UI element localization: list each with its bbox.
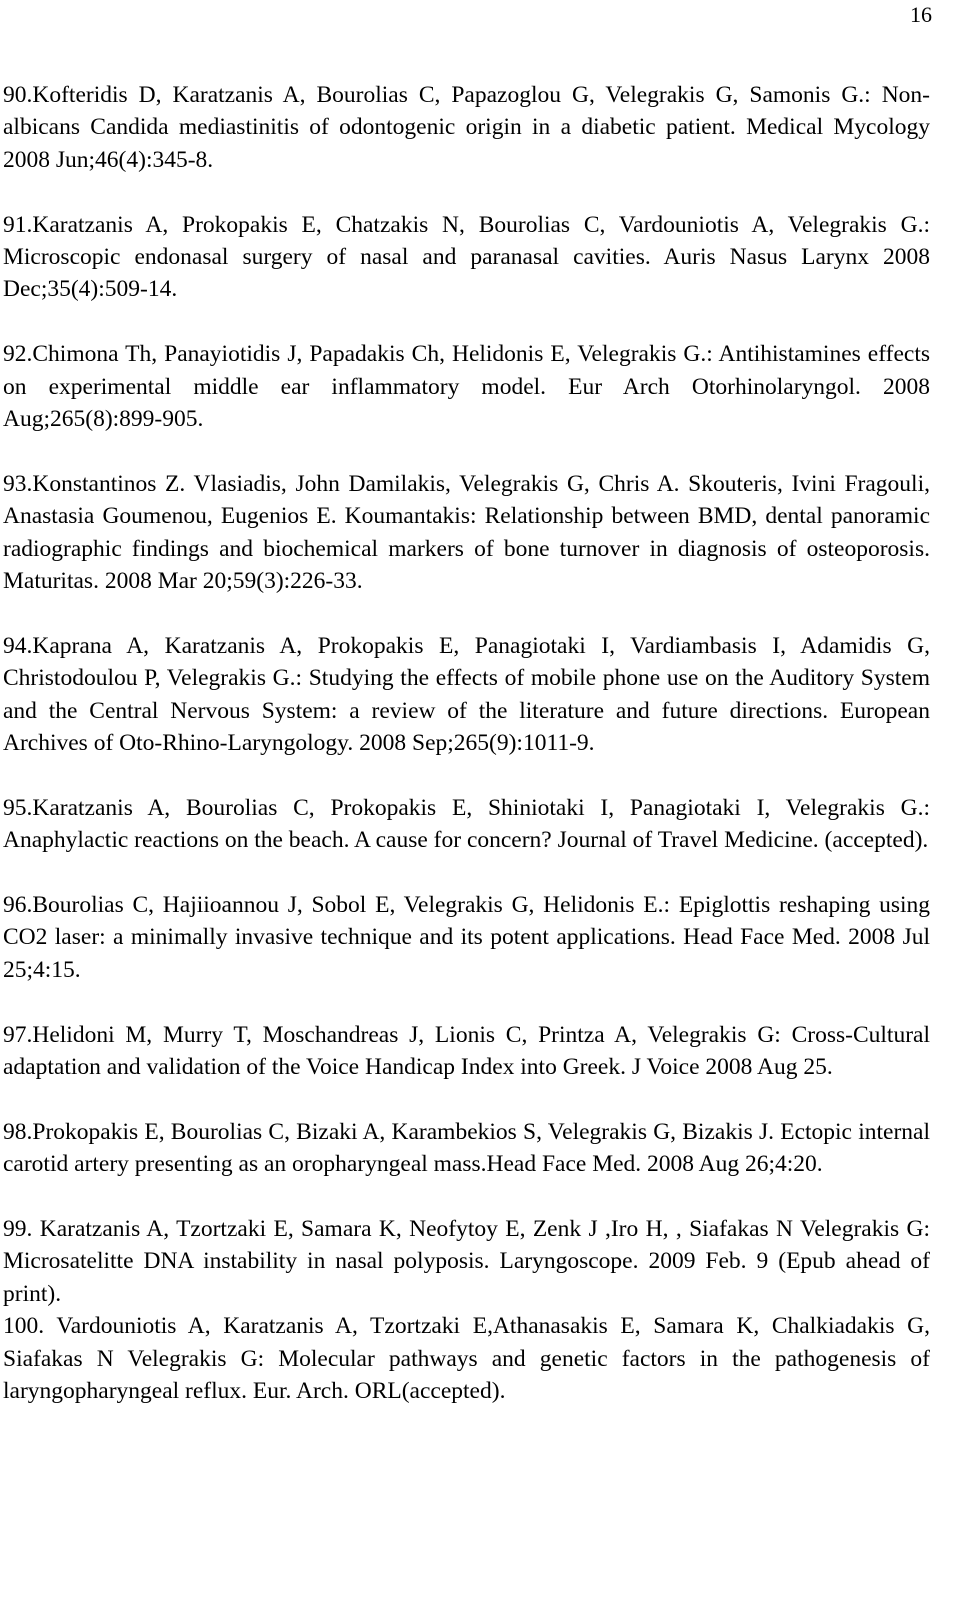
reference-text: Prokopakis E, Bourolias C, Bizaki A, Karambekios S, Velegrakis G, Bizakis J. Ectopic internal carotid artery presenting as an oropharyngeal mass.Head Face Med. 2008 Aug 26;4:20. bbox=[3, 1118, 930, 1178]
reference-text: Karatzanis A, Bourolias C, Prokopakis E, Shiniotaki I, Panagiotaki I, Velegrakis G.: Anaphylactic reactions on the beach. A cause for concern? Journal of Travel Medicine. (accepted). bbox=[3, 794, 930, 854]
reference-item bbox=[3, 1116, 930, 1181]
reference-text: Vardouniotis A, Karatzanis A, Tzortzaki E,Athanasakis E, Samara K, Chalkiadakis G, Siafakas N Velegrakis G: Molecular pathways and genetic factors in the pathogenesis of laryngopharyngeal reflux. Eur. Arch. ORL(accepted). bbox=[3, 1313, 930, 1405]
reference-number: 97. bbox=[3, 1021, 33, 1048]
reference-item bbox=[3, 79, 930, 176]
reference-number: 99. bbox=[3, 1216, 40, 1243]
reference-text: Kaprana A, Karatzanis A, Prokopakis E, Panagiotaki I, Vardiambasis I, Adamidis G, Christodoulou P, Velegrakis G.: Studying the effects of mobile phone use on the Auditory System and the Central Nervous System: a review of the literature and future directions. European Archives of Oto-Rhino-Laryngology. 2008 Sep;265(9):1011-9. bbox=[3, 632, 930, 757]
reference-number: 100. bbox=[3, 1313, 57, 1340]
reference-item bbox=[3, 1019, 930, 1084]
reference-item bbox=[3, 792, 930, 857]
reference-number: 90. bbox=[3, 82, 33, 108]
reference-item bbox=[3, 468, 930, 598]
reference-item bbox=[3, 1310, 930, 1407]
reference-item bbox=[3, 209, 930, 306]
reference-number: 92. bbox=[3, 341, 33, 368]
reference-text: Karatzanis A, Prokopakis E, Chatzakis N, Bourolias C, Vardouniotis A, Velegrakis G.: Microscopic endonasal surgery of nasal and paranasal cavities. Auris Nasus Larynx 2008 Dec;35(4):509-14. bbox=[3, 211, 930, 303]
reference-number: 95. bbox=[3, 794, 33, 821]
reference-item bbox=[3, 889, 930, 986]
reference-text: Chimona Th, Panayiotidis J, Papadakis Ch, Helidonis E, Velegrakis G.: Antihistamines effects on experimental middle ear inflammatory model. Eur Arch Otorhinolaryngol. 2008 Aug;265(8):899-905. bbox=[3, 341, 930, 433]
reference-text: Kofteridis D, Karatzanis A, Bourolias C, Papazoglou G, Velegrakis G, Samonis G.: Non-albicans Candida mediastinitis of odontogenic origin in a diabetic patient. Medical Mycology 2008 Jun;46(4):345-8. bbox=[3, 82, 930, 173]
reference-number: 96. bbox=[3, 892, 33, 919]
reference-text: Konstantinos Z. Vlasiadis, John Damilakis, Velegrakis G, Chris A. Skouteris, Ivini Fragouli, Anastasia Goumenou, Eugenios E. Koumantakis: Relationship between BMD, dental panoramic radiographic findings and biochemical markers of bone turnover in diagnosis of osteoporosis. Maturitas. 2008 Mar 20;59(3):226-33. bbox=[3, 470, 930, 595]
reference-item bbox=[3, 1213, 930, 1310]
reference-number: 91. bbox=[3, 211, 33, 238]
reference-list bbox=[3, 79, 930, 1408]
reference-text: Bourolias C, Hajiioannou J, Sobol E, Velegrakis G, Helidonis E.: Epiglottis reshaping using CO2 laser: a minimally invasive technique and its potent applications. Head Face Med. 2008 Jul 25;4:15. bbox=[3, 892, 930, 983]
reference-number: 98. bbox=[3, 1118, 33, 1145]
reference-item bbox=[3, 338, 930, 435]
reference-number: 93. bbox=[3, 470, 33, 497]
reference-item bbox=[3, 630, 930, 760]
reference-text: Karatzanis A, Tzortzaki E, Samara K, Neofytoy E, Zenk J ,Iro H, , Siafakas N Velegrakis G: Microsatelitte DNA instability in nasal polyposis. Laryngoscope. 2009 Feb. 9 (Epub ahead of print). bbox=[3, 1216, 930, 1307]
page-number: 16 bbox=[910, 2, 932, 27]
reference-number: 94. bbox=[3, 632, 33, 659]
reference-text: Helidoni M, Murry T, Moschandreas J, Lionis C, Printza A, Velegrakis G: Cross-Cultural adaptation and validation of the Voice Handicap Index into Greek. J Voice 2008 Aug 25. bbox=[3, 1021, 930, 1081]
